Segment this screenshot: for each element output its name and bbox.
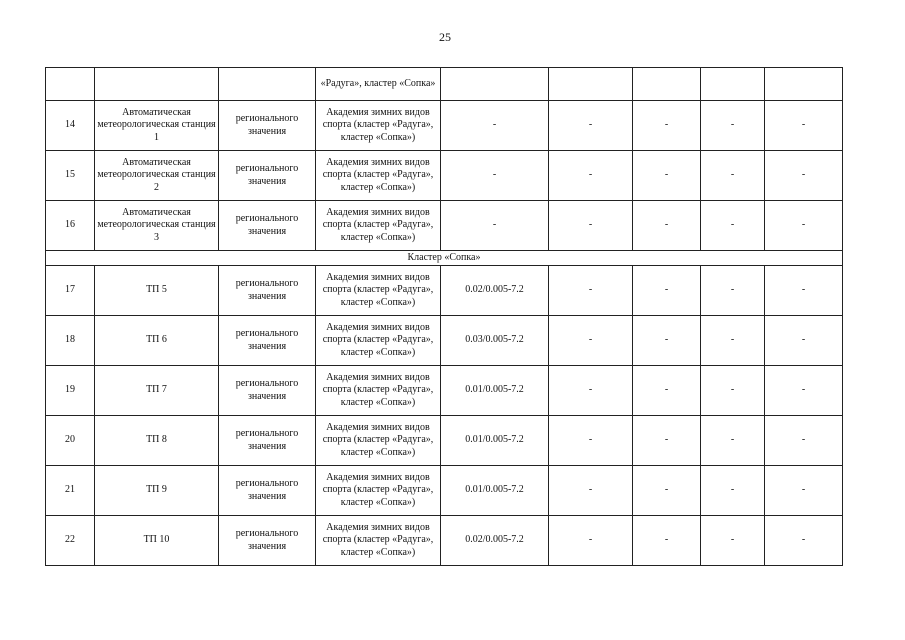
cell-number: 18: [46, 316, 95, 366]
cell-value-1: -: [441, 101, 549, 151]
cell-name: [95, 68, 219, 101]
cell-value-3: -: [633, 516, 701, 566]
cell-value-5: -: [765, 201, 843, 251]
page-number: 25: [439, 30, 451, 44]
cell-name: ТП 10: [95, 516, 219, 566]
cell-number: 22: [46, 516, 95, 566]
table-row-continued: [46, 68, 843, 101]
cell-significance: регионального значения: [219, 316, 316, 366]
table-row: [46, 516, 843, 566]
cell-object: Академия зимних видов спорта (кластер «Радуга», кластер «Сопка»): [316, 201, 441, 251]
cell-value-1: 0.01/0.005-7.2: [441, 366, 549, 416]
cell-value-3: -: [633, 266, 701, 316]
cell-value-2: -: [549, 316, 633, 366]
cell-value-1: -: [441, 201, 549, 251]
cell-object: Академия зимних видов спорта (кластер «Радуга», кластер «Сопка»): [316, 466, 441, 516]
cell-object: «Радуга», кластер «Сопка»: [316, 68, 441, 101]
cell-object: Академия зимних видов спорта (кластер «Радуга», кластер «Сопка»): [316, 366, 441, 416]
cell-name: ТП 8: [95, 416, 219, 466]
cell-value-3: -: [633, 316, 701, 366]
cell-value-1: -: [441, 151, 549, 201]
cell-number: [46, 68, 95, 101]
cell-significance: регионального значения: [219, 201, 316, 251]
table-row: [46, 316, 843, 366]
cell-significance: регионального значения: [219, 101, 316, 151]
cell-value-1: 0.03/0.005-7.2: [441, 316, 549, 366]
cell-value-4: -: [701, 366, 765, 416]
cell-object: Академия зимних видов спорта (кластер «Радуга», кластер «Сопка»): [316, 101, 441, 151]
table-row: [46, 366, 843, 416]
cell-value-2: -: [549, 366, 633, 416]
cell-number: 14: [46, 101, 95, 151]
cell-value-5: -: [765, 466, 843, 516]
table-row: [46, 266, 843, 316]
cell-value-4: -: [701, 151, 765, 201]
cell-value-2: -: [549, 516, 633, 566]
cell-value-2: -: [549, 101, 633, 151]
cell-object: Академия зимних видов спорта (кластер «Радуга», кластер «Сопка»): [316, 151, 441, 201]
cell-value-3: -: [633, 416, 701, 466]
cell-value-3: -: [633, 151, 701, 201]
cell-value-5: -: [765, 151, 843, 201]
cell-value-5: -: [765, 516, 843, 566]
cell-number: 17: [46, 266, 95, 316]
cell-value-5: -: [765, 366, 843, 416]
cell-value-4: -: [701, 316, 765, 366]
cell-value-3: [633, 68, 701, 101]
table-body: [46, 68, 843, 566]
cell-name: ТП 6: [95, 316, 219, 366]
table-row: [46, 101, 843, 151]
cell-significance: регионального значения: [219, 366, 316, 416]
cell-value-1: 0.02/0.005-7.2: [441, 266, 549, 316]
cell-value-3: -: [633, 366, 701, 416]
cell-value-2: -: [549, 466, 633, 516]
cell-value-5: -: [765, 416, 843, 466]
table-row: [46, 416, 843, 466]
table-row: [46, 466, 843, 516]
cell-number: 21: [46, 466, 95, 516]
cell-value-1: 0.02/0.005-7.2: [441, 516, 549, 566]
cell-value-3: -: [633, 201, 701, 251]
cell-value-4: -: [701, 201, 765, 251]
cell-name: Автоматическая метеорологическая станция 3: [95, 201, 219, 251]
cell-significance: регионального значения: [219, 266, 316, 316]
cell-name: ТП 5: [95, 266, 219, 316]
cell-value-4: -: [701, 101, 765, 151]
cell-value-4: -: [701, 466, 765, 516]
cell-value-4: -: [701, 416, 765, 466]
cell-value-5: [765, 68, 843, 101]
cell-significance: регионального значения: [219, 466, 316, 516]
cell-name: Автоматическая метеорологическая станция 1: [95, 101, 219, 151]
cell-value-4: -: [701, 266, 765, 316]
cell-value-5: -: [765, 316, 843, 366]
cell-number: 16: [46, 201, 95, 251]
cell-value-5: -: [765, 101, 843, 151]
cell-significance: [219, 68, 316, 101]
data-table: [45, 67, 843, 566]
cell-number: 15: [46, 151, 95, 201]
cell-significance: регионального значения: [219, 151, 316, 201]
cell-name: ТП 7: [95, 366, 219, 416]
cell-significance: регионального значения: [219, 416, 316, 466]
cell-object: Академия зимних видов спорта (кластер «Радуга», кластер «Сопка»): [316, 416, 441, 466]
cell-value-2: -: [549, 201, 633, 251]
table-row: [46, 151, 843, 201]
cluster-heading-row: [46, 251, 843, 266]
cell-value-1: 0.01/0.005-7.2: [441, 466, 549, 516]
table-row: [46, 201, 843, 251]
cell-object: Академия зимних видов спорта (кластер «Радуга», кластер «Сопка»): [316, 516, 441, 566]
cell-name: Автоматическая метеорологическая станция 2: [95, 151, 219, 201]
cell-value-3: -: [633, 466, 701, 516]
cell-value-1: [441, 68, 549, 101]
cell-value-2: -: [549, 416, 633, 466]
cell-value-1: 0.01/0.005-7.2: [441, 416, 549, 466]
cell-significance: регионального значения: [219, 516, 316, 566]
cell-value-2: [549, 68, 633, 101]
cell-number: 19: [46, 366, 95, 416]
cell-value-2: -: [549, 151, 633, 201]
cell-object: Академия зимних видов спорта (кластер «Радуга», кластер «Сопка»): [316, 266, 441, 316]
cluster-heading: Кластер «Сопка»: [46, 251, 843, 266]
cell-value-5: -: [765, 266, 843, 316]
cell-value-4: [701, 68, 765, 101]
cell-value-4: -: [701, 516, 765, 566]
cell-value-2: -: [549, 266, 633, 316]
cell-object: Академия зимних видов спорта (кластер «Радуга», кластер «Сопка»): [316, 316, 441, 366]
cell-number: 20: [46, 416, 95, 466]
cell-name: ТП 9: [95, 466, 219, 516]
cell-value-3: -: [633, 101, 701, 151]
